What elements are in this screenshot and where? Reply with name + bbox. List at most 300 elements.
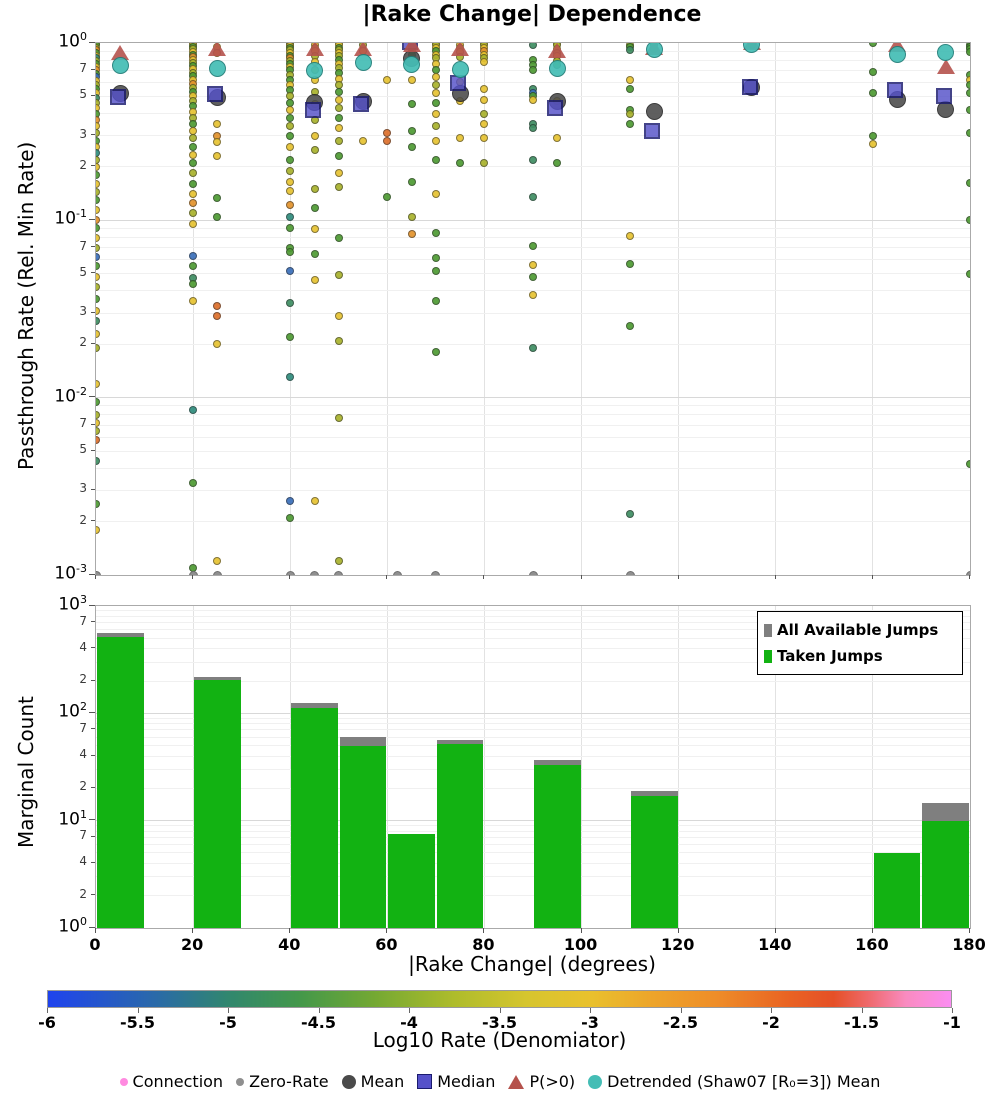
scatter-point: [95, 526, 100, 534]
scatter-point: [213, 120, 221, 128]
y-minor-tick: [91, 728, 95, 729]
scatter-x-tick: [192, 575, 193, 579]
scatter-point: [869, 132, 877, 140]
scatter-point: [626, 85, 634, 93]
scatter-point: [480, 134, 488, 142]
zero-rate-point: [310, 571, 319, 577]
y-major-tick: [89, 605, 95, 606]
legend-item-connection: [120, 1072, 224, 1091]
scatter-point: [213, 213, 221, 221]
bar-x-tick: [581, 928, 582, 933]
scatter-point: [335, 234, 343, 242]
scatter-point: [286, 178, 294, 186]
scatter-point: [213, 138, 221, 146]
scatter-point: [286, 248, 294, 256]
scatter-point: [213, 312, 221, 320]
gridline-vertical: [484, 606, 485, 928]
scatter-point: [335, 124, 343, 132]
p0-marker: [451, 42, 469, 56]
zero-rate-point: [286, 571, 295, 577]
scatter-point: [335, 88, 343, 96]
bar-x-tick: [775, 928, 776, 933]
scatter-point: [408, 230, 416, 238]
scatter-point: [966, 216, 971, 224]
gridline-minor: [96, 313, 970, 314]
zero-rate-label: Zero-Rate: [249, 1072, 329, 1091]
scatter-point: [408, 127, 416, 135]
scatter-point: [213, 194, 221, 202]
scatter-point: [626, 260, 634, 268]
bar-ylabel: Marginal Count: [14, 696, 38, 848]
detrended-label: Detrended (Shaw07 [R₀=3]) Mean: [607, 1072, 881, 1091]
scatter-point: [189, 297, 197, 305]
gridline-minor: [96, 468, 970, 469]
scatter-point: [213, 557, 221, 565]
gridline-minor: [96, 414, 970, 415]
gridline-vertical: [872, 43, 873, 575]
median-label: Median: [437, 1072, 496, 1091]
colorbar-label: Log10 Rate (Denomiator): [372, 1028, 627, 1052]
y-minor-tick-label: 4: [79, 854, 87, 869]
bar-taken: [97, 637, 144, 928]
zero-rate-dot-icon: [236, 1078, 244, 1086]
all-jumps-swatch-icon: [764, 624, 772, 637]
bar-taken: [437, 744, 484, 928]
scatter-point: [286, 224, 294, 232]
scatter-point: [95, 216, 100, 224]
y-minor-tick: [91, 424, 95, 425]
bar-taken: [874, 853, 921, 928]
y-minor-tick-label: 7: [79, 238, 87, 253]
colorbar: [47, 990, 952, 1008]
scatter-point: [189, 479, 197, 487]
scatter-x-tick: [483, 575, 484, 579]
bar-taken: [922, 821, 969, 928]
gridline-minor: [96, 51, 970, 52]
median-marker: [305, 102, 321, 118]
all-jumps-label: All Available Jumps: [777, 621, 939, 639]
gridline-minor: [96, 82, 970, 83]
scatter-point: [286, 201, 294, 209]
y-minor-tick-label: 2: [79, 335, 87, 350]
y-minor-tick-label: 2: [79, 886, 87, 901]
scatter-point: [335, 337, 343, 345]
zero-rate-point: [189, 571, 198, 577]
detrended-marker: [209, 60, 226, 77]
x-tick-label: 40: [278, 935, 301, 954]
scatter-point: [335, 183, 343, 191]
scatter-point: [95, 307, 100, 315]
scatter-point: [626, 322, 634, 330]
bar-x-tick: [483, 928, 484, 933]
scatter-x-tick: [289, 575, 290, 579]
colorbar-tick-label: -4: [400, 1013, 418, 1032]
legend-row-all-jumps: [764, 617, 954, 643]
connection-dot-icon: [120, 1078, 128, 1086]
scatter-point: [213, 302, 221, 310]
scatter-point: [529, 291, 537, 299]
scatter-point: [626, 120, 634, 128]
scatter-point: [432, 122, 440, 130]
median-marker: [547, 100, 563, 116]
y-minor-tick: [91, 69, 95, 70]
gridline-vertical: [775, 43, 776, 575]
scatter-point: [213, 152, 221, 160]
scatter-point: [335, 312, 343, 320]
scatter-point: [966, 129, 971, 137]
scatter-point: [286, 167, 294, 175]
scatter-point: [189, 280, 197, 288]
y-minor-tick: [91, 787, 95, 788]
bar-x-tick: [872, 928, 873, 933]
scatter-point: [432, 110, 440, 118]
scatter-point: [286, 143, 294, 151]
detrended-marker: [452, 61, 469, 78]
scatter-point: [286, 299, 294, 307]
y-minor-tick-label: 5: [79, 264, 87, 279]
y-minor-tick: [91, 246, 95, 247]
y-minor-tick-label: 7: [79, 720, 87, 735]
scatter-point: [408, 100, 416, 108]
scatter-point: [311, 204, 319, 212]
scatter-point: [335, 557, 343, 565]
median-marker: [110, 89, 126, 105]
bar-x-tick: [192, 928, 193, 933]
legend-item-median: [417, 1072, 495, 1091]
y-major-tick-label: $10^3$: [58, 593, 87, 615]
y-major-tick-label: $10^{-3}$: [54, 562, 87, 584]
y-major-tick: [89, 396, 95, 397]
p0-label: P(>0): [529, 1072, 576, 1091]
x-tick-label: 180: [952, 935, 986, 954]
histogram-legend: [757, 611, 963, 675]
y-major-tick-label: $10^2$: [58, 700, 87, 722]
scatter-x-tick: [95, 575, 96, 579]
taken-jumps-label: Taken Jumps: [777, 647, 883, 665]
colorbar-tick-label: -5.5: [120, 1013, 155, 1032]
scatter-point: [480, 96, 488, 104]
y-major-tick-label: $10^0$: [58, 915, 87, 937]
y-minor-tick: [91, 450, 95, 451]
scatter-point: [335, 152, 343, 160]
bar-taken: [631, 796, 678, 928]
scatter-point: [359, 137, 367, 145]
scatter-point: [95, 196, 100, 204]
x-tick-label: 20: [180, 935, 204, 954]
gridline-major: [96, 397, 970, 398]
bar-x-tick: [289, 928, 290, 933]
scatter-point: [95, 180, 100, 188]
scatter-point: [95, 457, 100, 465]
detrended-circle-icon: [588, 1075, 602, 1089]
legend-item-p0: [508, 1072, 575, 1091]
zero-rate-point: [626, 571, 635, 577]
bar-taken: [534, 765, 581, 928]
median-marker: [936, 88, 952, 104]
scatter-point: [626, 76, 634, 84]
y-minor-tick: [91, 272, 95, 273]
p0-marker: [548, 43, 566, 58]
scatter-point: [311, 497, 319, 505]
legend-item-zero-rate: [236, 1072, 329, 1091]
scatter-point: [529, 42, 537, 49]
scatter-point: [432, 156, 440, 164]
y-minor-tick-label: 4: [79, 639, 87, 654]
y-minor-tick-label: 2: [79, 672, 87, 687]
gridline-vertical: [581, 606, 582, 928]
scatter-point: [95, 344, 100, 352]
colorbar-tick-label: -1.5: [844, 1013, 879, 1032]
zero-rate-point: [393, 571, 402, 577]
detrended-marker: [889, 46, 906, 63]
scatter-point: [966, 48, 971, 56]
scatter-x-tick: [581, 575, 582, 579]
scatter-point: [626, 510, 634, 518]
scatter-point: [553, 134, 561, 142]
scatter-point: [529, 344, 537, 352]
scatter-point: [383, 137, 391, 145]
scatter-point: [286, 122, 294, 130]
scatter-point: [432, 81, 440, 89]
scatter-point: [213, 340, 221, 348]
y-major-tick: [89, 712, 95, 713]
p0-marker: [403, 42, 421, 52]
scatter-point: [286, 132, 294, 140]
y-minor-tick-label: 4: [79, 747, 87, 762]
scatter-point: [869, 68, 877, 76]
scatter-point: [626, 110, 634, 118]
x-tick-label: 140: [758, 935, 792, 954]
median-marker: [887, 82, 903, 98]
scatter-point: [189, 406, 197, 414]
y-major-tick-label: $10^0$: [58, 30, 87, 52]
scatter-point: [95, 273, 100, 281]
scatter-point: [286, 497, 294, 505]
gridline-minor: [96, 437, 970, 438]
y-minor-tick: [91, 134, 95, 135]
scatter-x-tick: [678, 575, 679, 579]
scatter-point: [95, 427, 100, 435]
y-minor-tick-label: 5: [79, 87, 87, 102]
x-tick-label: 160: [855, 935, 889, 954]
scatter-point: [311, 225, 319, 233]
scatter-point: [95, 224, 100, 232]
colorbar-tick-label: -3.5: [482, 1013, 517, 1032]
zero-rate-point: [431, 571, 440, 577]
scatter-point: [408, 76, 416, 84]
scatter-point: [335, 271, 343, 279]
y-major-tick: [89, 42, 95, 43]
scatter-point: [286, 106, 294, 114]
scatter-point: [480, 110, 488, 118]
zero-rate-point: [334, 571, 343, 577]
scatter-point: [335, 414, 343, 422]
scatter-point: [869, 42, 877, 47]
scatter-point: [95, 500, 100, 508]
y-minor-tick-label: 2: [79, 157, 87, 172]
mean-circle-icon: [342, 1075, 356, 1089]
median-square-icon: [417, 1074, 432, 1089]
scatter-point: [95, 206, 100, 214]
scatter-point: [95, 419, 100, 427]
scatter-point: [311, 250, 319, 258]
gridline-major: [96, 220, 970, 221]
scatter-point: [311, 146, 319, 154]
scatter-x-tick: [969, 575, 970, 579]
detrended-marker: [646, 42, 663, 58]
y-minor-tick: [91, 489, 95, 490]
detrended-marker: [549, 60, 566, 77]
bar-taken: [340, 746, 387, 928]
scatter-point: [189, 209, 197, 217]
scatter-point: [286, 187, 294, 195]
scatter-point: [95, 317, 100, 325]
scatter-point: [311, 276, 319, 284]
scatter-point: [432, 297, 440, 305]
scatter-point: [286, 114, 294, 122]
scatter-point: [95, 436, 100, 444]
scatter-plot-area: [95, 42, 971, 576]
y-minor-tick-label: 2: [79, 512, 87, 527]
scatter-ylabel: Passthrough Rate (Rel. Min Rate): [14, 141, 38, 470]
y-minor-tick-label: 3: [79, 126, 87, 141]
scatter-x-tick: [775, 575, 776, 579]
colorbar-tick-label: -4.5: [301, 1013, 336, 1032]
y-minor-tick: [91, 165, 95, 166]
scatter-point: [335, 114, 343, 122]
p0-marker: [937, 59, 955, 74]
scatter-point: [189, 169, 197, 177]
bar-x-tick: [969, 928, 970, 933]
y-minor-tick: [91, 621, 95, 622]
scatter-point: [189, 252, 197, 260]
scatter-point: [335, 169, 343, 177]
scatter-point: [286, 333, 294, 341]
scatter-point: [189, 180, 197, 188]
scatter-point: [529, 273, 537, 281]
scatter-point: [626, 46, 634, 54]
legend-row-taken-jumps: [764, 643, 954, 669]
median-marker: [644, 123, 660, 139]
gridline-minor: [96, 425, 970, 426]
mean-label: Mean: [360, 1072, 405, 1091]
y-major-tick-label: $10^{-2}$: [54, 384, 87, 407]
colorbar-tick-label: -2.5: [663, 1013, 698, 1032]
x-axis-label: |Rake Change| (degrees): [408, 952, 656, 976]
scatter-point: [95, 262, 100, 270]
x-tick-label: 0: [89, 935, 101, 954]
scatter-point: [95, 330, 100, 338]
bar-taken: [388, 834, 435, 928]
gridline-minor: [96, 228, 970, 229]
scatter-point: [408, 213, 416, 221]
gridline-vertical: [387, 43, 388, 575]
median-marker: [742, 79, 758, 95]
scatter-point: [432, 229, 440, 237]
colorbar-tick-label: -2: [762, 1013, 780, 1032]
scatter-point: [189, 262, 197, 270]
scatter-point: [95, 244, 100, 252]
y-major-tick-label: $10^{-1}$: [54, 207, 87, 229]
scatter-point: [335, 96, 343, 104]
detrended-marker: [306, 62, 323, 79]
scatter-point: [432, 267, 440, 275]
bar-x-tick: [95, 928, 96, 933]
scatter-point: [529, 156, 537, 164]
y-minor-tick: [91, 894, 95, 895]
scatter-point: [966, 179, 971, 187]
gridline-minor: [96, 237, 970, 238]
scatter-point: [189, 134, 197, 142]
x-tick-label: 80: [472, 935, 495, 954]
scatter-point: [286, 373, 294, 381]
y-minor-tick-label: 3: [79, 481, 87, 496]
scatter-point: [95, 411, 100, 419]
y-minor-tick-label: 7: [79, 61, 87, 76]
gridline-minor: [96, 166, 970, 167]
scatter-point: [529, 66, 537, 74]
y-minor-tick: [91, 647, 95, 648]
detrended-marker: [112, 57, 129, 74]
scatter-point: [529, 242, 537, 250]
scatter-point: [529, 193, 537, 201]
scatter-point: [432, 254, 440, 262]
scatter-point: [480, 85, 488, 93]
legend-item-detrended: [588, 1072, 880, 1091]
scatter-point: [432, 99, 440, 107]
scatter-x-tick: [872, 575, 873, 579]
scatter-point: [966, 270, 971, 278]
scatter-point: [189, 190, 197, 198]
gridline-minor: [96, 135, 970, 136]
bar-x-tick: [678, 928, 679, 933]
scatter-point: [95, 295, 100, 303]
mean-marker: [646, 103, 663, 120]
y-minor-tick-label: 2: [79, 779, 87, 794]
gridline-minor: [96, 405, 970, 406]
y-minor-tick: [91, 520, 95, 521]
x-tick-label: 60: [375, 935, 398, 954]
y-minor-tick: [91, 755, 95, 756]
colorbar-tick-label: -1: [943, 1013, 961, 1032]
scatter-point: [189, 151, 197, 159]
zero-rate-point: [213, 571, 222, 577]
x-tick-label: 120: [660, 935, 695, 954]
scatter-point: [335, 104, 343, 112]
scatter-point: [383, 193, 391, 201]
scatter-point: [480, 58, 488, 66]
y-minor-tick-label: 5: [79, 442, 87, 457]
scatter-point: [432, 137, 440, 145]
colorbar-tick-label: -5: [219, 1013, 237, 1032]
scatter-point: [335, 137, 343, 145]
y-major-tick: [89, 819, 95, 820]
y-minor-tick-label: 7: [79, 416, 87, 431]
scatter-point: [480, 120, 488, 128]
y-major-tick: [89, 219, 95, 220]
median-marker: [207, 86, 223, 102]
gridline-vertical: [678, 43, 679, 575]
scatter-point: [95, 163, 100, 171]
scatter-x-tick: [386, 575, 387, 579]
scatter-point: [529, 261, 537, 269]
scatter-point: [189, 143, 197, 151]
colorbar-tick-label: -3: [581, 1013, 599, 1032]
scatter-point: [529, 96, 537, 104]
bar-taken: [291, 708, 338, 928]
detrended-marker: [355, 54, 372, 71]
zero-rate-point: [529, 571, 538, 577]
